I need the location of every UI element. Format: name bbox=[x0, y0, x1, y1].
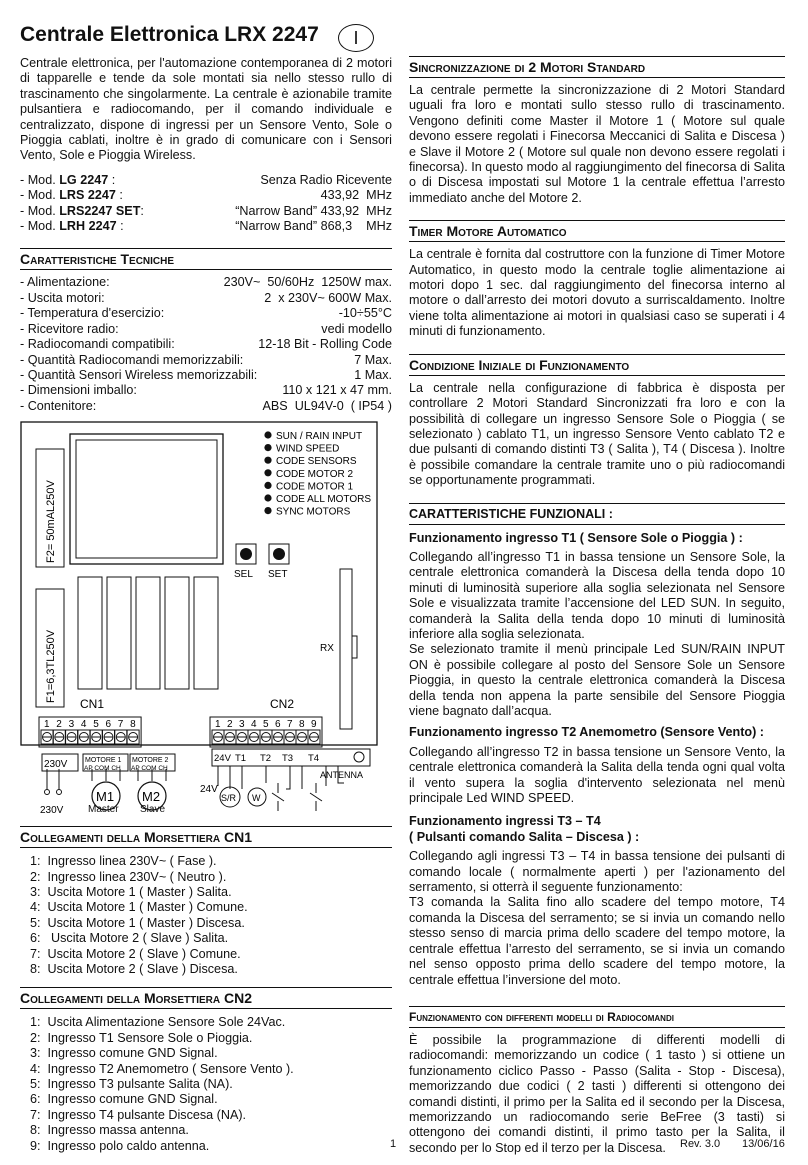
terminal-number: 3 bbox=[239, 719, 245, 731]
fuse2-label: F2= 50mAL250V bbox=[45, 480, 57, 564]
terminal-number: 7 bbox=[117, 719, 124, 731]
sync-text: La centrale permette la sincronizzazione di 2 Motori Standard uguali fra loro e montati sullo stesso rullo di trascinamento. Vengono definiti come Master il Motore 1 ( Motore sul quale devono essere regolati i Finecorsa Meccanici di Salita e Discesa ) e Slave il Motore 2 ( Motore sul quale non devono essere regolati i finecorsa). In questo modo al raggiungimento del finecorsa di Salita o di Discesa impostati sul Motore 1 la centrale effettua l’arresto immediato anche del Motore 2. bbox=[409, 83, 785, 205]
cn2-input-label: 24V bbox=[214, 753, 231, 765]
led-label: WIND SPEED bbox=[276, 443, 340, 455]
led-icon bbox=[264, 495, 271, 502]
cn1-item: 3: Uscita Motore 1 ( Master ) Salita. bbox=[30, 884, 232, 899]
pushbuttons bbox=[272, 783, 322, 811]
terminal-number: 2 bbox=[56, 719, 62, 731]
tech-specs bbox=[20, 275, 392, 414]
model-name bbox=[20, 204, 144, 219]
set-label: SET bbox=[268, 569, 288, 581]
spec-value: 7 Max. bbox=[354, 352, 392, 367]
cn2-input-label: T4 bbox=[308, 753, 320, 765]
func-heading: CARATTERISTICHE FUNZIONALI : bbox=[409, 503, 785, 525]
terminal-number: 5 bbox=[93, 719, 99, 731]
terminal-number: 1 bbox=[215, 719, 221, 731]
right-column bbox=[409, 56, 785, 1156]
terminal-number: 9 bbox=[311, 719, 317, 731]
spec-row bbox=[20, 306, 392, 321]
t2-text: Collegando all’ingresso T2 in bassa tensione un Sensore Vento, la centrale elettronica comanderà la Salita della tenda ogni qual volta il vento supera la soglia d'intervento selezionata nel menù principale Led WIND SPEED. bbox=[409, 744, 785, 806]
led-label: CODE SENSORS bbox=[276, 456, 357, 468]
spec-value: 230V~ 50/60Hz 1250W max. bbox=[223, 275, 392, 290]
cn1-item: 6: Uscita Motore 2 ( Slave ) Salita. bbox=[30, 931, 229, 946]
timer-heading: Timer Motore Automatico bbox=[409, 220, 785, 242]
transformer bbox=[70, 434, 223, 564]
spec-label: - Uscita motori: bbox=[20, 290, 105, 305]
model-name bbox=[20, 188, 123, 203]
init-text: La centrale nella configurazione di fabbrica è disposta per controllare 2 Motori Standard Sincronizzati fra loro e con la possibilità di collegare un ingresso Sensore Sole o Pioggia ( se selezionato ) cablato T1, un ingresso Sensore Vento cablato T2 e due pulsanti di comando distinti T3 ( Salita ), T4 ( Discesa ). Inoltre è possibile comandare la centrale tramite uno o più radiocomandi se opportunamente programmati. bbox=[409, 380, 785, 488]
model-code: LG 2247 bbox=[59, 172, 109, 187]
model-row bbox=[20, 219, 392, 234]
terminal-number: 4 bbox=[251, 719, 257, 731]
radio-text: È possibile la programmazione di differenti modelli di radiocomandi: memorizzando un codice ( 1 tasto ) si ottiene un funzionamento ciclico Passo - Passo (Salita - Stop - Discesa), memorizzando due codici ( 2 tasti ) differenti si ottengono dei comandi distinti, il primo per la Salita ed il secondo per la Discesa, memorizzando un radiocomando serie BeFree (3 tasti) si ottengono dei comandi distinti, il primo tasto per la Salita, il secondo per lo Stop ed il terzo per la Discesa. bbox=[409, 1032, 785, 1155]
model-prefix: - Mod. bbox=[20, 188, 56, 203]
spec-value: ABS UL94V-0 ( IP54 ) bbox=[262, 398, 392, 413]
terminal-number: 6 bbox=[105, 719, 112, 731]
cn1-terminals bbox=[39, 717, 141, 747]
model-colon: : bbox=[140, 203, 144, 218]
terminal-number: 3 bbox=[68, 719, 75, 731]
cn2-item: 1: Uscita Alimentazione Sensore Sole 24Vac. bbox=[30, 1015, 286, 1030]
motore1-pins: AP COM CH bbox=[84, 765, 121, 773]
t1-text: Collegando all’ingresso T1 in bassa tensione un Sensore Sole, la centrale elettronica comanderà la Discesa della tenda dopo 10 minuti di luminosità superiore alla soglia selezionata nel Sensore Sole e visualizzata tramite l’accensione del LED SUN. In seguito, comanderà la Salita della tenda dopo 10 minuti di luminosità inferiore alla soglia selezionata. bbox=[409, 549, 785, 641]
w-label: W bbox=[252, 793, 261, 804]
spec-label: - Dimensioni imballo: bbox=[20, 383, 137, 398]
cn2-item: 5: Ingresso T3 pulsante Salita (NA). bbox=[30, 1077, 233, 1091]
cn2-input-labels bbox=[212, 749, 370, 766]
spec-row bbox=[20, 383, 392, 398]
intro-text: Centrale elettronica, per l'automazione contemporanea di 2 motori di tapparelle e tende da sole montati sia nello stesso rullo di trascinamento che singolarmente. La centrale è azionabile tramite pulsantiera e radiocomando, per il comando individuale e centralizzato, dispone di ingressi per un Sensore Vento, Sole o Pioggia cablati, inoltre è in grado di comunicare con i Sensori Vento, Sole e Pioggia Wireless. bbox=[20, 56, 392, 163]
cn1-item: 8: Uscita Motore 2 ( Slave ) Discesa. bbox=[30, 961, 238, 976]
model-colon: : bbox=[108, 172, 116, 187]
terminal-number: 2 bbox=[227, 719, 233, 731]
t34-heading-2: ( Pulsanti comando Salita – Discesa ) : bbox=[409, 829, 640, 844]
spec-row bbox=[20, 337, 392, 352]
terminal-number: 8 bbox=[130, 719, 136, 731]
cn2-item: 4: Ingresso T2 Anemometro ( Sensore Vento ). bbox=[30, 1061, 294, 1076]
cn1-item: 2: Ingresso linea 230V~ ( Neutro ). bbox=[30, 869, 227, 884]
cn1-heading: Collegamenti della Morsettiera CN1 bbox=[20, 826, 392, 848]
rx-label: RX bbox=[320, 643, 334, 655]
spec-label: - Quantità Radiocomandi memorizzabili: bbox=[20, 352, 244, 367]
model-desc: 433,92 MHz bbox=[320, 188, 392, 203]
led-icon bbox=[264, 482, 271, 489]
spec-value: 1 Max. bbox=[354, 367, 392, 382]
cn1-label: CN1 bbox=[80, 697, 105, 712]
model-prefix: - Mod. bbox=[20, 203, 56, 218]
spec-label: - Radiocomandi compatibili: bbox=[20, 337, 175, 352]
led-label: CODE MOTOR 1 bbox=[276, 481, 354, 493]
wiring-diagram bbox=[20, 421, 392, 816]
model-prefix: - Mod. bbox=[20, 219, 56, 234]
spec-value: vedi modello bbox=[321, 321, 392, 336]
timer-text: La centrale è fornita dal costruttore con la funzione di Timer Motore Automatico, in questo modo la centrale toglie alimentazione ai motori dopo 1 sec. dal raggiungimento del finecorsa interno al motore o dall’arresto dei motori dovuto a surriscaldamento. Inoltre viene tolta alimentazione ai motori in qualsiasi caso se superati i 4 minuti di funzionamento. bbox=[409, 247, 785, 339]
spec-value: -10÷55°C bbox=[338, 306, 392, 321]
antenna-label: ANTENNA bbox=[320, 770, 364, 781]
t34-text-2: T3 comanda la Salita fino allo scadere del tempo motore, T4 comanda la Discesa del serramento; se si invia un comando nello stesso senso di marcia prima dello scadere del tempo motore, la centrale effettua l’arresto del serramento, se si invia un comando nel senso opposto prima dello scadere del tempo motore, la centrale effettua l’inversione del moto. bbox=[409, 895, 785, 987]
cn1-item: 1: Ingresso linea 230V~ ( Fase ). bbox=[30, 854, 217, 869]
led-label: CODE ALL MOTORS bbox=[276, 494, 372, 506]
terminal-number: 8 bbox=[299, 719, 305, 731]
spec-label: - Ricevitore radio: bbox=[20, 321, 119, 336]
spec-value: 12-18 Bit - Rolling Code bbox=[258, 337, 392, 352]
motore2-label: MOTORE 2 bbox=[132, 757, 169, 765]
cn2-input-label: T2 bbox=[260, 753, 272, 765]
revision: Rev. 3.0 bbox=[680, 1138, 721, 1150]
tech-heading: Caratteristiche Tecniche bbox=[20, 248, 392, 270]
page-title: Centrale Elettronica LRX 2247 bbox=[20, 23, 319, 46]
model-colon: : bbox=[116, 219, 124, 234]
spec-value: 110 x 121 x 47 mm. bbox=[282, 383, 392, 398]
model-desc: Senza Radio Ricevente bbox=[260, 172, 392, 187]
spec-row bbox=[20, 368, 392, 383]
led-icon bbox=[264, 432, 271, 439]
t34-text: Collegando agli ingressi T3 – T4 in bassa tensione dei pulsanti di comando locale ( normalmente aperti ) per l'azionamento del serramento, si otterrà il seguente funzionamento: bbox=[409, 849, 785, 895]
v24-label: 24V bbox=[200, 784, 218, 796]
terminal-number: 4 bbox=[80, 719, 87, 731]
master-label: Master bbox=[88, 804, 119, 816]
led-icon bbox=[264, 457, 271, 464]
radio-heading: Funzionamento con differenti modelli di Radiocomandi bbox=[409, 1006, 785, 1028]
cn2-item: 2: Ingresso T1 Sensore Sole o Pioggia. bbox=[30, 1030, 253, 1045]
led-icon bbox=[264, 444, 271, 451]
slave-label: Slave bbox=[140, 804, 166, 816]
cn2-label: CN2 bbox=[270, 697, 295, 712]
spec-row bbox=[20, 322, 392, 337]
spec-row bbox=[20, 353, 392, 368]
model-name bbox=[20, 219, 124, 234]
model-desc: “Narrow Band” 433,92 MHz bbox=[235, 203, 392, 218]
terminal-number: 7 bbox=[287, 719, 293, 731]
model-code: LRH 2247 bbox=[59, 219, 117, 234]
motore1-label: MOTORE 1 bbox=[85, 757, 122, 765]
model-row bbox=[20, 204, 392, 219]
led-icon bbox=[264, 507, 271, 514]
cn2-heading: Collegamenti della Morsettiera CN2 bbox=[20, 987, 392, 1009]
model-row bbox=[20, 173, 392, 188]
spec-row bbox=[20, 275, 392, 290]
spec-value: 2 x 230V~ 600W Max. bbox=[264, 290, 392, 305]
m1-label: M1 bbox=[96, 789, 115, 805]
cn1-230v: 230V bbox=[44, 759, 68, 771]
cn2-item: 9: Ingresso polo caldo antenna. bbox=[30, 1138, 210, 1153]
sync-heading: Sincronizzazione di 2 Motori Standard bbox=[409, 56, 785, 78]
t1-text-2: Se selezionato tramite il menù principale Led SUN/RAIN INPUT ON è possibile collegare al posto del Sensore Sole un Sensore Pioggia, in questo la centrale elettronica comanderà la Discesa della tenda non appena la parte sensibile del Sensore Pioggia viene bagnato dall’acqua. bbox=[409, 642, 785, 718]
model-code: LRS 2247 bbox=[59, 188, 116, 203]
led-list bbox=[264, 431, 371, 518]
page-number: 1 bbox=[390, 1138, 397, 1150]
sel-button bbox=[240, 548, 252, 560]
model-colon: : bbox=[115, 188, 123, 203]
left-column bbox=[20, 22, 392, 1154]
spec-label: - Quantità Sensori Wireless memorizzabili: bbox=[20, 367, 258, 382]
spec-row bbox=[20, 399, 392, 414]
cn2-terminals bbox=[210, 717, 322, 747]
fuse1-label: F1=6,3TL250V bbox=[45, 630, 57, 704]
t34-heading: Funzionamento ingressi T3 – T4 bbox=[409, 814, 601, 829]
model-name bbox=[20, 173, 115, 188]
terminal-number: 6 bbox=[275, 719, 281, 731]
model-desc: “Narrow Band” 868,3 MHz bbox=[235, 219, 392, 234]
m2-label: M2 bbox=[142, 789, 161, 805]
cn2-input-label: T1 bbox=[235, 753, 247, 765]
cn1-item: 4: Uscita Motore 1 ( Master ) Comune. bbox=[30, 900, 248, 915]
cn2-item: 3: Ingresso comune GND Signal. bbox=[30, 1046, 218, 1061]
spec-label: - Alimentazione: bbox=[20, 275, 110, 290]
init-heading: Condizione Iniziale di Funzionamento bbox=[409, 354, 785, 376]
cn2-list bbox=[20, 1015, 392, 1154]
cn1-item: 7: Uscita Motore 2 ( Slave ) Comune. bbox=[30, 946, 241, 961]
cn2-item: 7: Ingresso T4 pulsante Discesa (NA). bbox=[30, 1107, 247, 1122]
model-prefix: - Mod. bbox=[20, 172, 56, 187]
rx-module bbox=[340, 569, 352, 729]
sel-label: SEL bbox=[234, 569, 253, 581]
t2-heading: Funzionamento ingresso T2 Anemometro (Sensore Vento) : bbox=[409, 725, 764, 740]
model-row bbox=[20, 188, 392, 203]
led-label: SUN / RAIN INPUT bbox=[276, 431, 363, 443]
antenna-icon bbox=[354, 752, 364, 762]
led-label: CODE MOTOR 2 bbox=[276, 468, 354, 480]
cn2-input-label: T3 bbox=[282, 753, 294, 765]
spec-row bbox=[20, 291, 392, 306]
terminal-number: 1 bbox=[44, 719, 50, 731]
sr-label: S/R bbox=[221, 793, 237, 804]
revision-date: 13/06/16 bbox=[742, 1138, 785, 1150]
cn2-item: 6: Ingresso comune GND Signal. bbox=[30, 1092, 218, 1107]
set-button bbox=[273, 548, 285, 560]
relays bbox=[78, 577, 218, 689]
t1-heading: Funzionamento ingresso T1 ( Sensore Sole o Pioggia ) : bbox=[409, 530, 743, 545]
spec-label: - Temperatura d'esercizio: bbox=[20, 306, 165, 321]
motore2-pins: AP COM CH bbox=[131, 765, 168, 773]
cn1-list bbox=[20, 854, 392, 977]
cn2-item: 8: Ingresso massa antenna. bbox=[30, 1123, 189, 1138]
led-icon bbox=[264, 469, 271, 476]
models-list bbox=[20, 173, 392, 235]
model-code: LRS2247 SET bbox=[59, 203, 141, 218]
terminal-number: 5 bbox=[263, 719, 269, 731]
spec-label: - Contenitore: bbox=[20, 398, 97, 413]
led-label: SYNC MOTORS bbox=[276, 506, 351, 518]
v230-label: 230V bbox=[40, 805, 64, 817]
cn1-item: 5: Uscita Motore 1 ( Master ) Discesa. bbox=[30, 915, 245, 930]
language-badge: I bbox=[338, 24, 374, 52]
